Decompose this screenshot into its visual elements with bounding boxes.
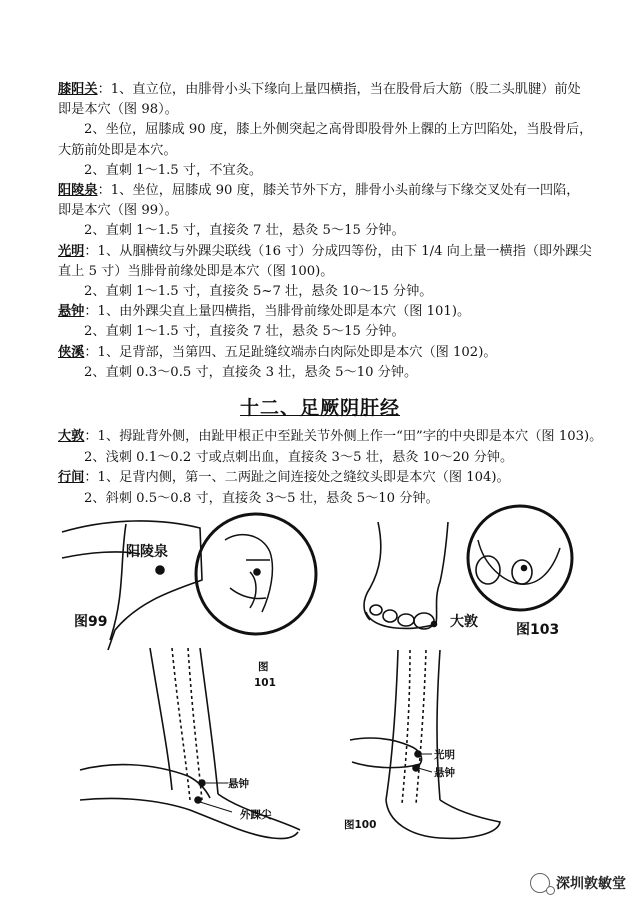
indented-line: 2、直刺 1～1.5 寸，不宜灸。 (84, 162, 263, 178)
watermark-text: 深圳敦敏堂 (556, 876, 626, 892)
indented-line: 2、浅刺 0.1～0.2 寸或点刺出血，直接灸 3～5 壮，悬灸 10～20 分钟。 (84, 449, 514, 465)
label-fig100: 图100 (344, 819, 377, 831)
paragraph-text: ：1、直立位，由腓骨小头下缘向上量四横指，当在股骨后大筋（股二头肌腱）前处 (97, 82, 581, 97)
indented-line: 2、直刺 1～1.5 寸，直接灸 7 壮，悬灸 5～15 分钟。 (84, 223, 405, 239)
label-fig101-2: 101 (254, 677, 276, 689)
continuation-line: 大筋前处即是本穴。 (58, 142, 177, 158)
indented-line: 2、直刺 1～1.5 寸，直接灸 5~7 壮，悬灸 10～15 分钟。 (84, 284, 433, 300)
watermark (530, 873, 626, 893)
indented-line: 2、斜刺 0.5～0.8 寸，直接灸 3～5 壮，悬灸 5～10 分钟。 (84, 490, 439, 506)
section-gallbladder-text (58, 80, 618, 383)
indented-line: 2、直刺 0.3～0.5 寸，直接灸 3 壮，悬灸 5～10 分钟。 (84, 364, 418, 380)
continuation-line: 即是本穴（图 99）。 (58, 203, 178, 219)
acupoint-term: 光明 (58, 243, 85, 259)
paragraph-text: ：1、足背内侧，第一、二两趾之间连接处之缝纹头即是本穴（图 104)。 (84, 470, 510, 486)
acupoint-term: 悬钟 (58, 304, 85, 320)
figure-103 (364, 506, 572, 629)
acupoint-figures (0, 500, 640, 880)
paragraph-text: ：1、拇趾背外侧，由趾甲根正中至趾关节外侧上作一“田”字的中央即是本穴（图 103)。 (84, 429, 603, 444)
paragraph-text: ：1、坐位，屈膝成 90 度，膝关节外下方，腓骨小头前缘与下缘交叉处有一凹陷， (97, 183, 580, 199)
label-xuanzhong-100: 悬钟 (434, 767, 455, 779)
paragraph-line (58, 468, 628, 489)
paragraph-line (58, 80, 618, 100)
continuation-line: 直上 5 寸）当腓骨前缘处即是本穴（图 100)。 (58, 263, 334, 279)
label-fig103: 图103 (516, 622, 560, 638)
acupoint-term: 大敦 (58, 429, 85, 444)
paragraph-line (58, 302, 618, 322)
label-yanglingquan: 阳陵泉 (126, 544, 168, 560)
acupoint-term: 行间 (58, 470, 85, 486)
paragraph-line (58, 242, 618, 262)
figure-100 (350, 650, 500, 838)
paragraph-text: ：1、由外踝尖直上量四横指，当腓骨前缘处即是本穴（图 101)。 (84, 304, 471, 320)
label-dadun: 大敦 (450, 614, 478, 630)
paragraph-text: ：1、从腘横纹与外踝尖联线（16 寸）分成四等份，由下 1/4 向上量一横指（即外踝尖 (84, 243, 592, 259)
label-fig101-1: 图 (258, 661, 269, 673)
paragraph-line (58, 181, 618, 201)
continuation-line: 即是本穴（图 98）。 (58, 102, 178, 118)
label-waihuaijian: 外踝尖 (240, 809, 272, 821)
paragraph-line (58, 427, 628, 448)
label-fig99: 图99 (74, 614, 108, 630)
wechat-icon (530, 873, 550, 893)
paragraph-text: ：1、足背部，当第四、五足趾缝纹端赤白肉际处即是本穴（图 102)。 (84, 344, 497, 360)
chapter-heading: 十二、足厥阴肝经 (239, 397, 400, 419)
indented-line: 2、直刺 1～1.5 寸，直接灸 7 壮，悬灸 5～15 分钟。 (84, 324, 405, 340)
indented-line: 2、坐位，屈膝成 90 度，膝上外侧突起之高骨即股骨外上髁的上方凹陷处，当股骨后， (84, 122, 593, 138)
label-xuanzhong-101: 悬钟 (228, 778, 249, 790)
acupoint-term: 膝阳关 (58, 82, 98, 97)
label-guangming: 光明 (434, 749, 455, 761)
acupoint-term: 阳陵泉 (58, 183, 98, 199)
paragraph-line (58, 343, 618, 363)
acupoint-term: 侠溪 (58, 344, 85, 360)
section-liver-text (58, 427, 628, 509)
